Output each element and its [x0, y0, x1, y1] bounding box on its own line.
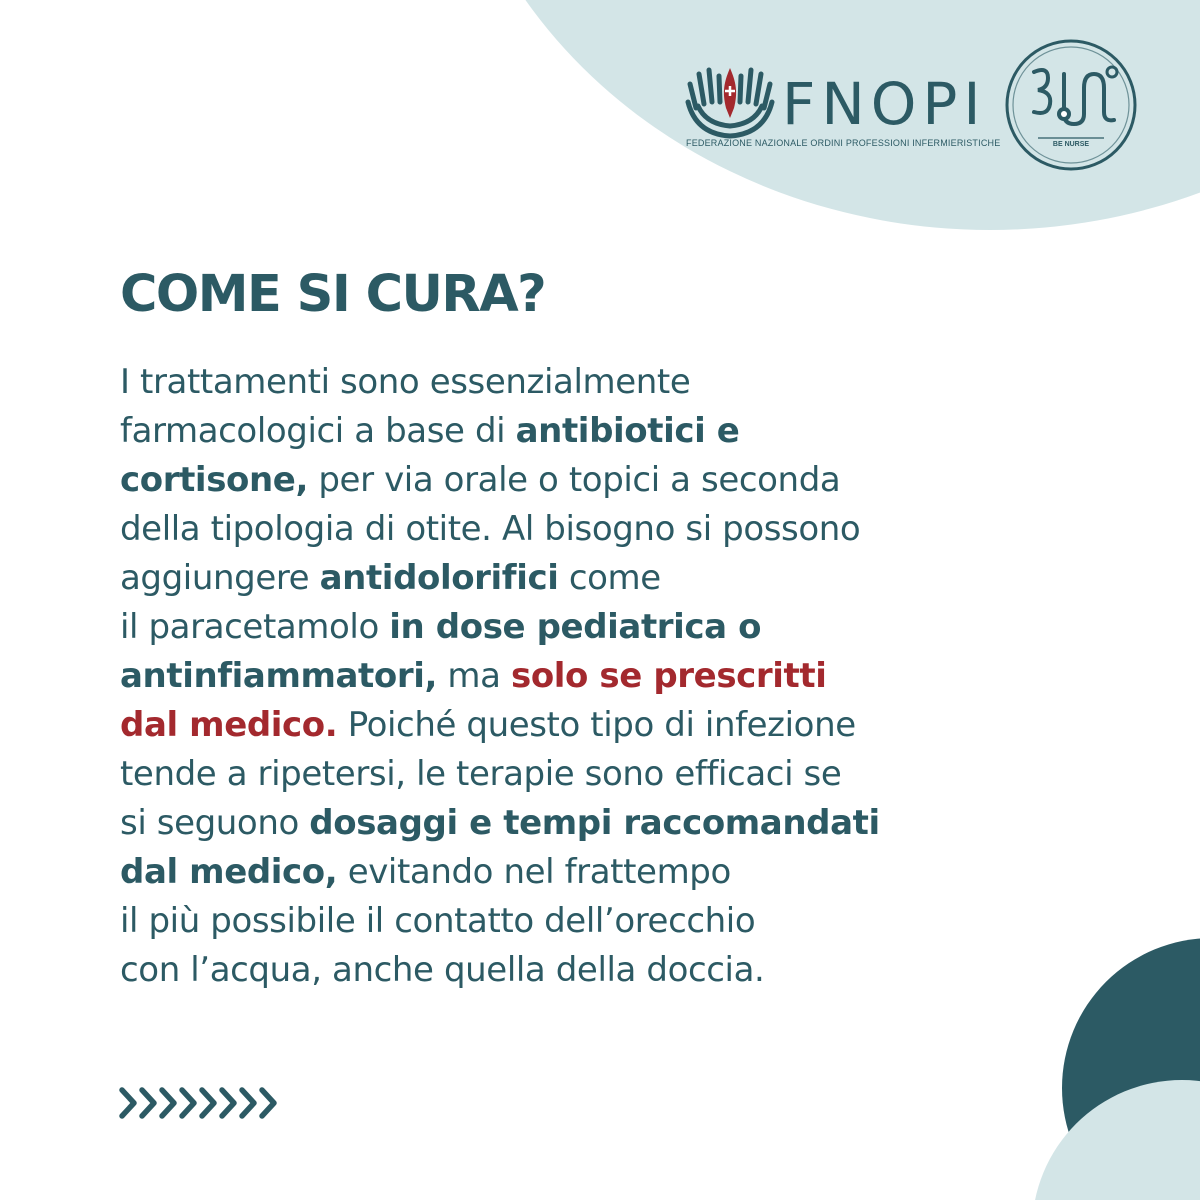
stethoscope-badge-icon [1004, 38, 1138, 172]
decorative-light-circle [1032, 1080, 1200, 1200]
fnopi-logo [682, 60, 1001, 155]
chevrons-right-icon[interactable] [118, 1084, 278, 1122]
text-segment: I trattamenti sono essenzialmente [120, 362, 691, 402]
warning-text: dal medico. [120, 705, 338, 745]
text-line [120, 750, 880, 799]
text-line [120, 946, 880, 995]
info-paragraph [120, 358, 880, 995]
text-segment: si seguono [120, 803, 310, 843]
text-segment: con l’acqua, anche quella della doccia. [120, 950, 765, 990]
highlight-text: in dose pediatrica o [389, 607, 762, 647]
text-line [120, 505, 880, 554]
text-line [120, 603, 880, 652]
text-segment: aggiungere [120, 558, 320, 598]
text-segment: Poiché questo tipo di infezione [337, 705, 856, 745]
highlight-text: dal medico, [120, 852, 338, 892]
be-nurse-label: BE NURSE [1052, 141, 1090, 148]
text-segment: come [558, 558, 661, 598]
highlight-text: antidolorifici [319, 558, 559, 598]
text-line [120, 652, 880, 701]
text-line [120, 848, 880, 897]
text-segment: il paracetamolo [120, 607, 390, 647]
text-segment: evitando nel frattempo [337, 852, 731, 892]
highlight-text: antibiotici e [515, 411, 740, 451]
text-segment: della tipologia di otite. Al bisogno si possono [120, 509, 861, 549]
text-segment: per via orale o topici a seconda [307, 460, 841, 500]
highlight-text: dosaggi e tempi raccomandati [309, 803, 880, 843]
text-segment: farmacologici a base di [120, 411, 516, 451]
text-line [120, 701, 880, 750]
text-line [120, 407, 880, 456]
hands-heart-logo-icon [682, 62, 778, 140]
warning-text: solo se prescritti [510, 656, 827, 696]
text-line [120, 897, 880, 946]
text-segment: il più possibile il contatto dell’orecchio [120, 901, 756, 941]
text-line [120, 456, 880, 505]
page-title: COME SI CURA? [120, 265, 546, 324]
text-segment: ma [437, 656, 511, 696]
fnopi-subtitle: FEDERAZIONE NAZIONALE ORDINI PROFESSIONI INFERMIERISTICHE [686, 138, 1001, 148]
highlight-text: cortisone, [120, 460, 308, 500]
text-line [120, 554, 880, 603]
fnopi-wordmark: FNOPI [782, 70, 987, 138]
be-nurse-badge [1004, 38, 1138, 172]
text-segment: tende a ripetersi, le terapie sono efficaci se [120, 754, 842, 794]
text-line [120, 358, 880, 407]
highlight-text: antinfiammatori, [120, 656, 437, 696]
text-line [120, 799, 880, 848]
